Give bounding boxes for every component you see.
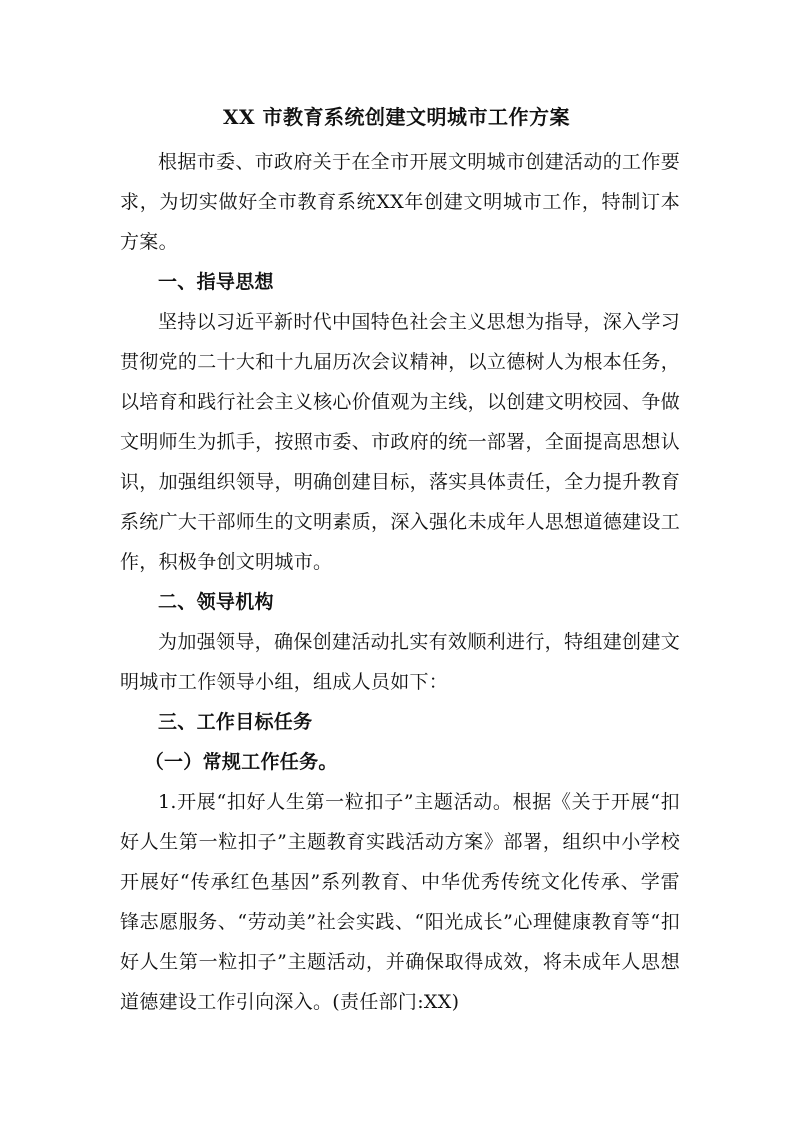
subsection-heading-routine-tasks: （一）常规工作任务。 [144, 751, 338, 773]
guiding-ideology-paragraph: 坚持以习近平新时代中国特色社会主义思想为指导，深入学习贯彻党的二十大和十九届历次会议精神，以立德树人为根本任务，以培育和践行社会主义核心价值观为主线，以创建文明校园、争做文明师生为抓手，按照市委、市政府的统一部署，全面提高思想认识，加强组织领导，明确创建目标，落实具体责任，全力提升教育系统广大干部师生的文明素质，深入强化未成年人思想道德建设工作，积极争创文明城市。 [120, 311, 680, 573]
section-heading-leadership: 二、领导机构 [158, 591, 274, 613]
intro-paragraph: 根据市委、市政府关于在全市开展文明城市创建活动的工作要求，为切实做好全市教育系统XX年创建文明城市工作，特制订本方案。 [120, 151, 680, 253]
section-heading-guiding-ideology: 一、指导思想 [158, 271, 274, 293]
document-title: XX 市教育系统创建文明城市工作方案 [223, 105, 570, 129]
routine-task-item-1: 1.开展“扣好人生第一粒扣子”主题活动。根据《关于开展“扣好人生第一粒扣子”主题教育实践活动方案》部署，组织中小学校开展好“传承红色基因”系列教育、中华优秀传统文化传承、学雷锋志愿服务、“劳动美”社会实践、“阳光成长”心理健康教育等“扣好人生第一粒扣子”主题活动，并确保取得成效，将未成年人思想道德建设工作引向深入。(责任部门:XX) [120, 791, 680, 1013]
section-heading-work-goals: 三、工作目标任务 [158, 711, 313, 733]
document-body [120, 142, 680, 1022]
leadership-paragraph: 为加强领导，确保创建活动扎实有效顺利进行，特组建创建文明城市工作领导小组，组成人员如下： [120, 631, 680, 693]
